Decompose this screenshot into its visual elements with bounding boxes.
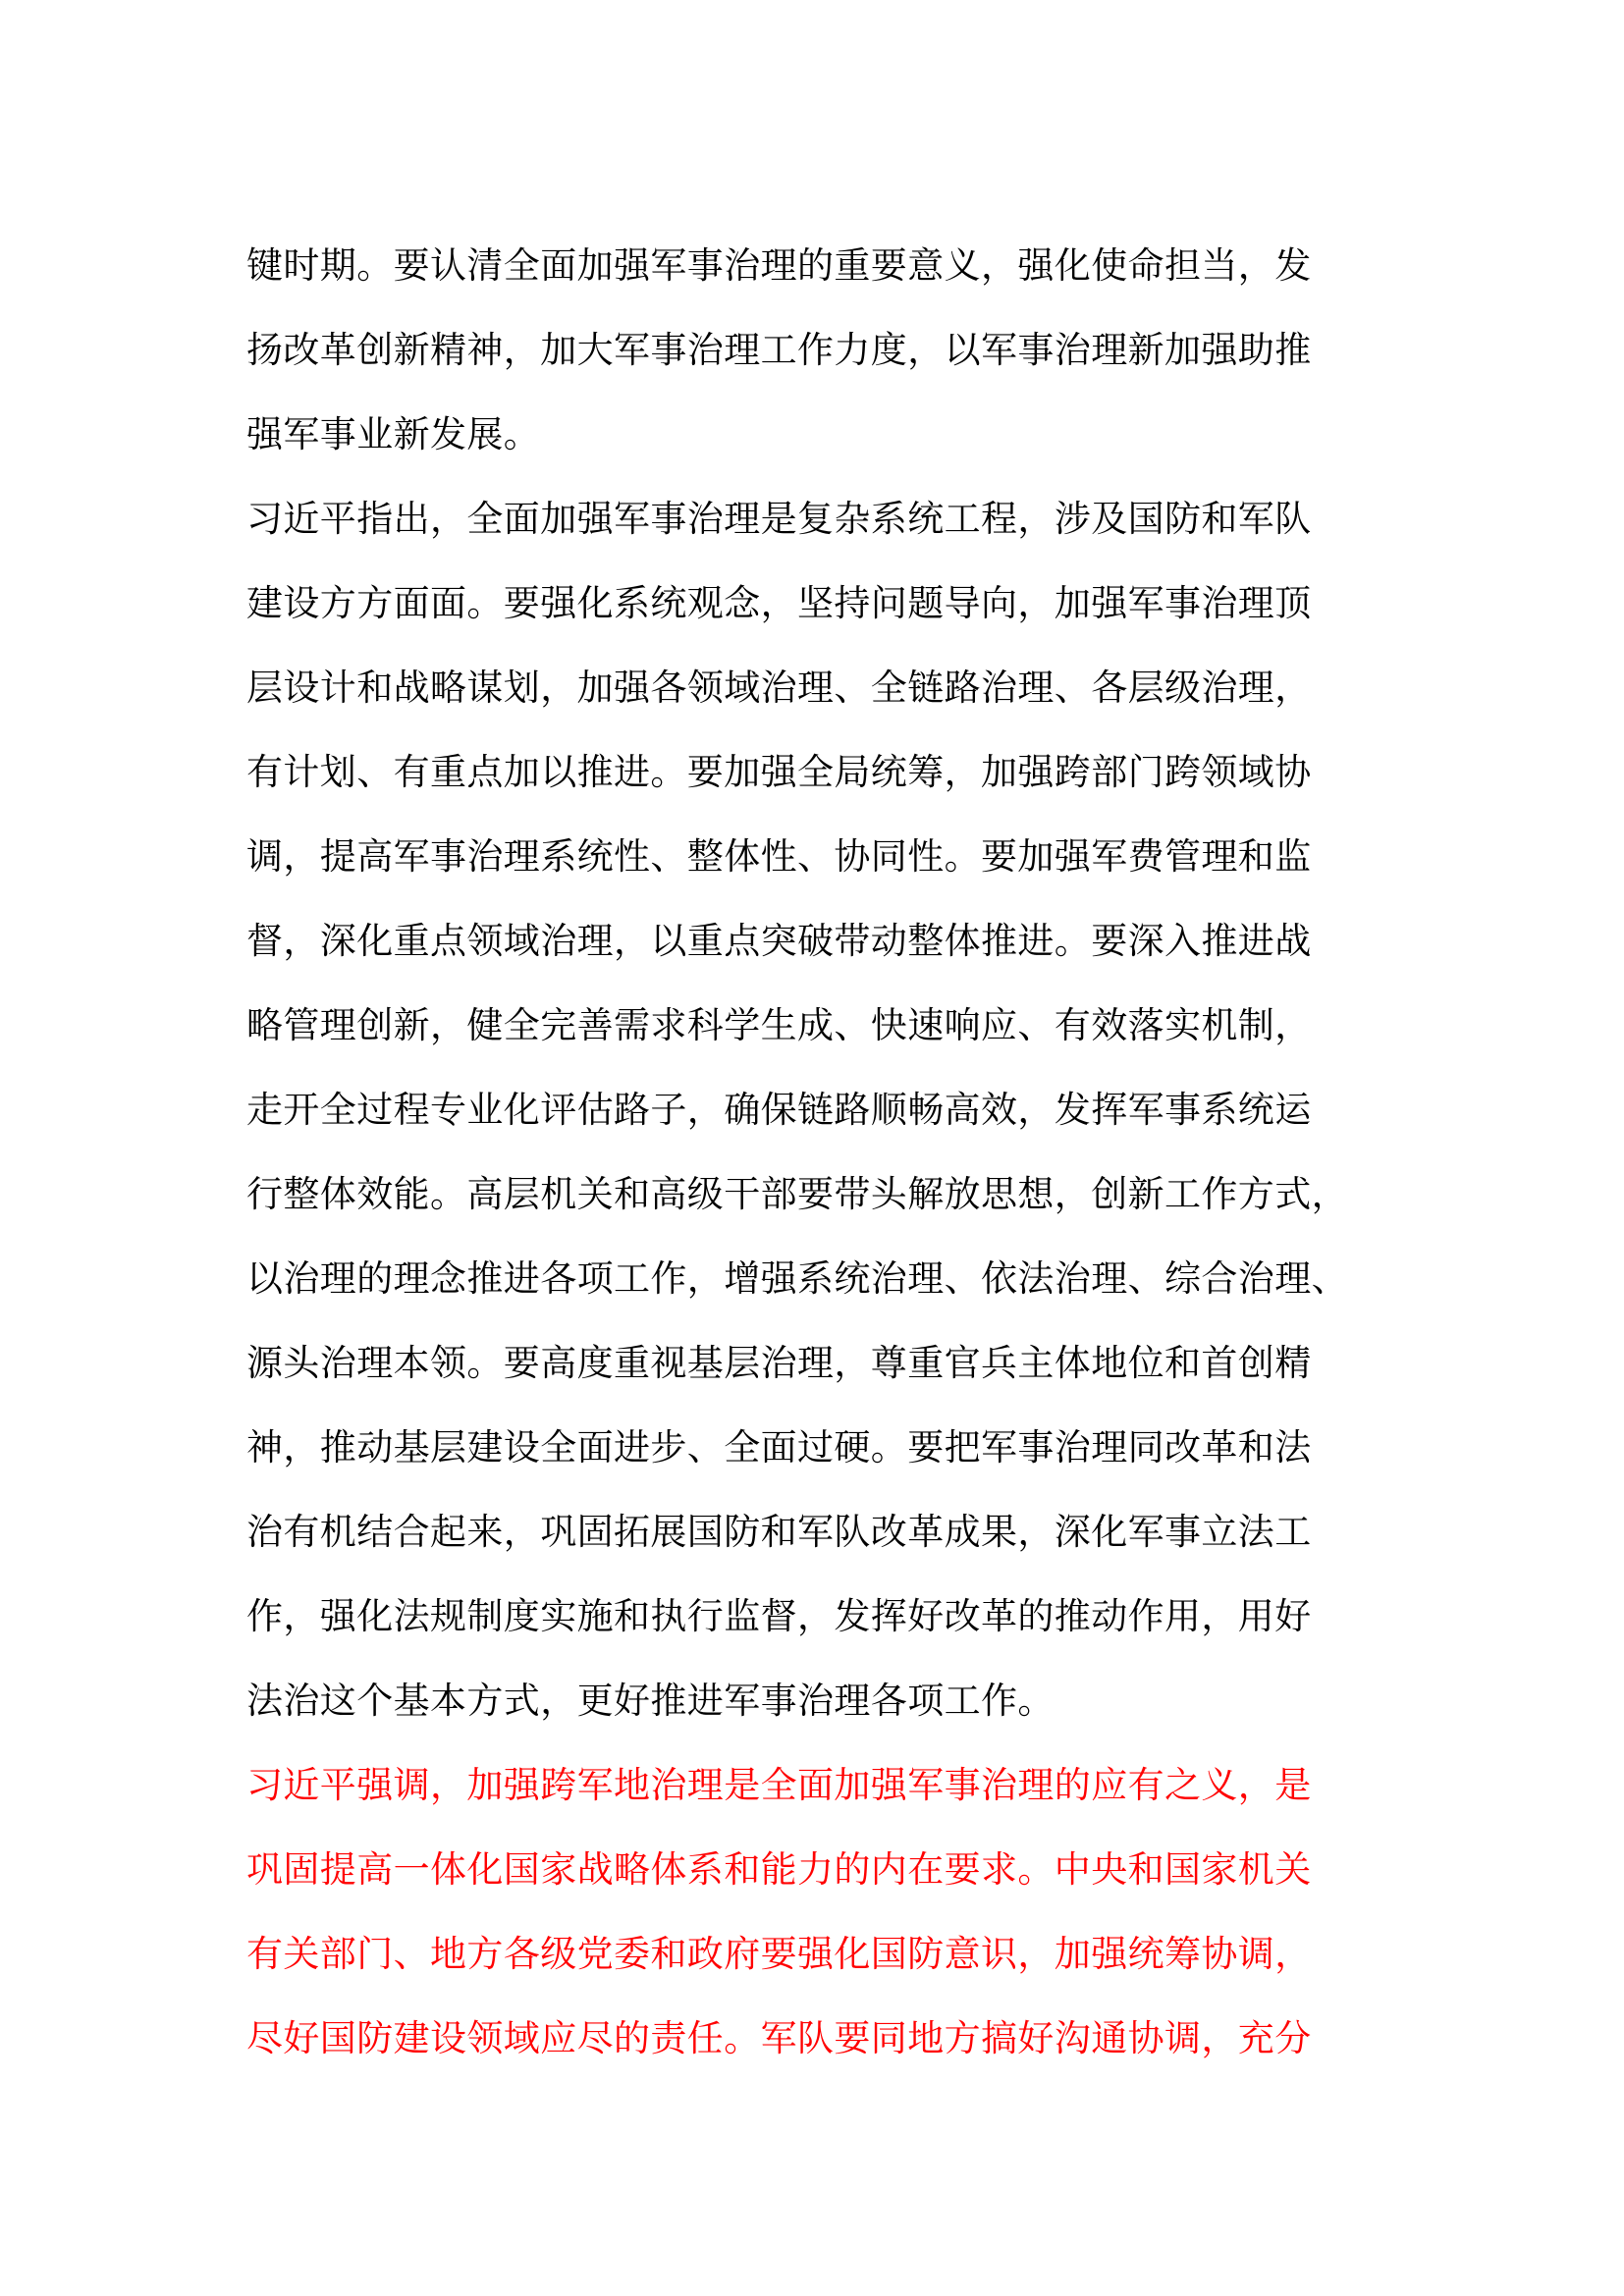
text-line: 尽好国防建设领域应尽的责任。军队要同地方搞好沟通协调，充分 bbox=[246, 2017, 1312, 2059]
text-line: 略管理创新，健全完善需求科学生成、快速响应、有效落实机制， bbox=[246, 1004, 1312, 1046]
text-line: 督，深化重点领域治理，以重点突破带动整体推进。要深入推进战 bbox=[246, 920, 1312, 962]
text-line: 以治理的理念推进各项工作，增强系统治理、依法治理、综合治理、 bbox=[246, 1257, 1348, 1300]
text-line: 习近平强调，加强跨军地治理是全面加强军事治理的应有之义，是 bbox=[246, 1764, 1312, 1806]
text-line: 神，推动基层建设全面进步、全面过硬。要把军事治理同改革和法 bbox=[246, 1426, 1312, 1468]
text-line: 层设计和战略谋划，加强各领域治理、全链路治理、各层级治理， bbox=[246, 667, 1312, 709]
paragraph-3-highlighted bbox=[246, 1743, 1405, 2081]
paragraph-1 bbox=[246, 224, 1405, 477]
text-line: 作，强化法规制度实施和执行监督，发挥好改革的推动作用，用好 bbox=[246, 1595, 1312, 1637]
paragraph-2 bbox=[246, 477, 1405, 1743]
text-line: 源头治理本领。要高度重视基层治理，尊重官兵主体地位和首创精 bbox=[246, 1342, 1312, 1384]
text-line: 调，提高军事治理系统性、整体性、协同性。要加强军费管理和监 bbox=[246, 835, 1312, 878]
text-line: 有计划、有重点加以推进。要加强全局统筹，加强跨部门跨领域协 bbox=[246, 751, 1312, 793]
text-line: 扬改革创新精神，加大军事治理工作力度，以军事治理新加强助推 bbox=[246, 329, 1312, 371]
text-line: 强军事业新发展。 bbox=[246, 413, 541, 455]
text-line: 治有机结合起来，巩固拓展国防和军队改革成果，深化军事立法工 bbox=[246, 1511, 1312, 1553]
text-line: 习近平指出，全面加强军事治理是复杂系统工程，涉及国防和军队 bbox=[246, 498, 1312, 540]
text-line: 有关部门、地方各级党委和政府要强化国防意识，加强统筹协调， bbox=[246, 1933, 1312, 1975]
text-line: 键时期。要认清全面加强军事治理的重要意义，强化使命担当，发 bbox=[246, 244, 1312, 287]
text-line: 行整体效能。高层机关和高级干部要带头解放思想，创新工作方式， bbox=[246, 1173, 1348, 1215]
text-line: 走开全过程专业化评估路子，确保链路顺畅高效，发挥军事系统运 bbox=[246, 1089, 1312, 1131]
text-line: 巩固提高一体化国家战略体系和能力的内在要求。中央和国家机关 bbox=[246, 1848, 1312, 1891]
text-line: 建设方方面面。要强化系统观念，坚持问题导向，加强军事治理顶 bbox=[246, 582, 1312, 624]
text-line: 法治这个基本方式，更好推进军事治理各项工作。 bbox=[246, 1680, 1055, 1722]
body-text bbox=[246, 224, 1405, 2081]
